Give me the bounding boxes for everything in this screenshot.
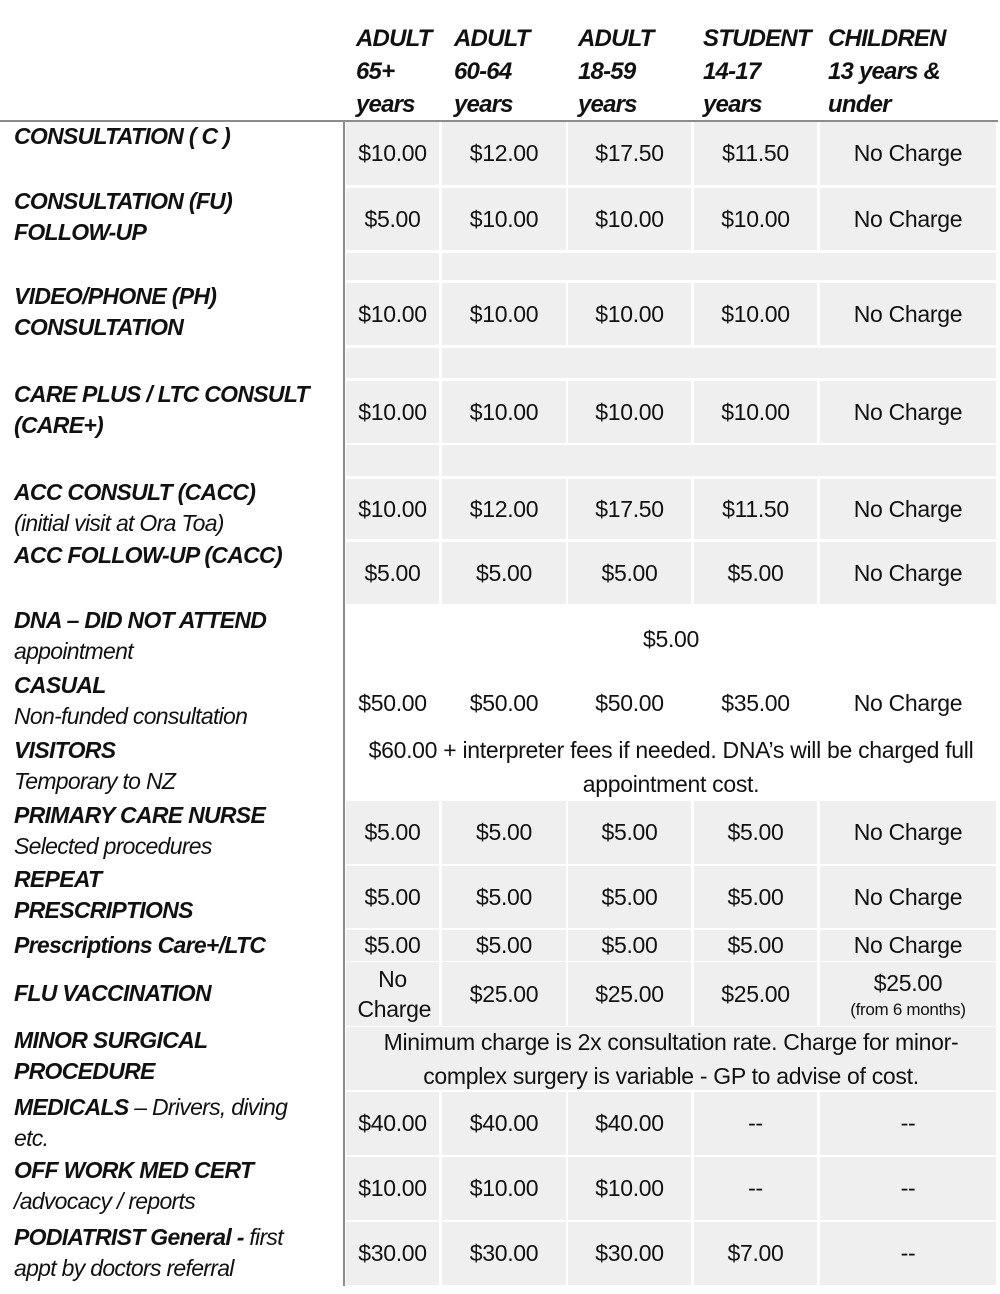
spacer-band	[346, 348, 439, 378]
fee-value: $5.00	[364, 205, 421, 232]
fee-value: $5.00	[727, 819, 784, 845]
row-label-subtitle: /advocacy / reports	[14, 1188, 196, 1214]
fee-value: $25.00	[469, 980, 539, 1007]
fee-value: $35.00	[721, 689, 790, 716]
column-header	[578, 22, 654, 121]
fee-value: No Charge	[853, 932, 963, 958]
column-header	[356, 22, 432, 121]
fee-cell	[820, 283, 996, 345]
row-label-line	[14, 930, 339, 961]
fee-cell	[442, 930, 566, 961]
fee-cell	[820, 188, 996, 250]
fee-cell	[820, 122, 996, 185]
fee-cell	[442, 962, 566, 1026]
fee-value: $5.00	[601, 932, 658, 958]
fee-value: $11.50	[722, 495, 789, 522]
fee-cell	[346, 122, 439, 185]
row-label-line	[14, 121, 339, 152]
row-label-title: MINOR SURGICAL	[14, 1027, 208, 1053]
row-label-title: PRESCRIPTIONS	[14, 897, 193, 923]
fee-cell	[694, 866, 817, 928]
row-label-title: FLU VACCINATION	[14, 980, 211, 1006]
row-label-title: PODIATRIST General -	[14, 1224, 244, 1250]
row-label-title: VISITORS	[14, 737, 116, 763]
fee-cell	[346, 930, 439, 961]
fee-value: $40.00	[469, 1110, 539, 1136]
row-label-line	[14, 477, 339, 508]
row-label-subtitle: etc.	[14, 1125, 49, 1151]
fee-cell	[346, 188, 439, 250]
fee-cell	[568, 188, 691, 250]
row-label-title: PROCEDURE	[14, 1058, 155, 1084]
fee-cell	[568, 1092, 691, 1155]
fee-cell	[346, 1157, 439, 1220]
row-label-consultation-c	[14, 121, 339, 152]
fee-value: $5.00	[601, 559, 658, 586]
fee-cell	[346, 542, 439, 604]
fee-value: $10.00	[721, 398, 790, 425]
row-label-visitors	[14, 735, 339, 797]
fee-value: $10.00	[358, 140, 427, 166]
row-label-off-work-med-cert	[14, 1155, 339, 1217]
fee-cell	[568, 479, 691, 539]
column-header-line: years	[356, 91, 415, 118]
fee-cell	[568, 122, 691, 185]
fee-value: $17.50	[595, 140, 664, 166]
fee-value: $50.00	[358, 689, 427, 716]
row-label-flu-vaccination	[14, 978, 339, 1009]
label-column-divider	[343, 120, 345, 1286]
spanning-value-dna	[346, 607, 996, 670]
fee-value: --	[900, 1110, 916, 1136]
column-header-line: years	[454, 91, 513, 118]
fee-cell	[694, 283, 817, 345]
row-label-title: REPEAT	[14, 866, 102, 892]
fee-cell	[346, 672, 439, 734]
fee-value: $5.00	[475, 559, 533, 586]
fee-cell	[820, 1222, 996, 1285]
fee-cell	[568, 283, 691, 345]
fee-value: No Charge	[853, 205, 963, 232]
row-label-line	[14, 1092, 339, 1123]
row-label-prescriptions-care-plus	[14, 930, 339, 961]
fee-value: $5.00	[475, 932, 533, 958]
spacer-band	[442, 253, 996, 280]
column-header-line: 65+	[356, 58, 395, 85]
row-label-consultation-fu	[14, 186, 339, 248]
column-header-line: years	[703, 91, 762, 118]
row-label-title: ACC CONSULT (CACC)	[14, 479, 256, 505]
fee-value: No Charge	[853, 819, 963, 845]
fee-value: $30.00	[358, 1240, 427, 1266]
row-label-care-plus	[14, 379, 339, 441]
row-label-title: CONSULTATION (FU)	[14, 188, 233, 214]
fee-value: No Charge	[853, 559, 963, 586]
row-label-title: MEDICALS	[14, 1094, 129, 1120]
spanning-value-text: $5.00	[642, 625, 700, 652]
row-label-line	[14, 186, 339, 217]
row-label-primary-care-nurse	[14, 800, 339, 862]
fee-value: $10.00	[469, 1175, 539, 1201]
row-label-line	[14, 540, 339, 571]
row-label-line	[14, 312, 339, 343]
fee-value: $5.00	[601, 883, 658, 910]
fee-cell	[820, 542, 996, 604]
fee-cell	[442, 1092, 566, 1155]
fee-value: $40.00	[595, 1110, 664, 1136]
column-header-line: STUDENT	[703, 25, 811, 52]
fee-value: $10.00	[595, 300, 664, 327]
row-label-title: DNA – DID NOT ATTEND	[14, 607, 267, 633]
fee-value: No Charge	[853, 140, 963, 166]
fee-value: $17.50	[595, 495, 664, 522]
fee-value: $50.00	[595, 689, 664, 716]
row-label-video-phone	[14, 281, 339, 343]
fee-cell	[442, 122, 566, 185]
fee-value: $11.50	[722, 140, 789, 166]
row-label-subtitle: (initial visit at Ora Toa)	[14, 510, 224, 536]
row-label-line	[14, 670, 339, 701]
row-label-title: FOLLOW-UP	[14, 219, 147, 245]
fee-value: $10.00	[721, 205, 790, 232]
row-label-casual	[14, 670, 339, 732]
fee-value: $7.00	[727, 1240, 784, 1266]
row-label-title: OFF WORK MED CERT	[14, 1157, 254, 1183]
row-label-line	[14, 410, 339, 441]
fee-value: $5.00	[601, 819, 658, 845]
column-header-line: 60-64	[454, 58, 512, 85]
row-label-line	[14, 800, 339, 831]
fee-cell	[694, 122, 817, 185]
column-header-line: CHILDREN	[828, 25, 946, 52]
fee-value: No Charge	[853, 300, 963, 327]
fee-cell	[694, 479, 817, 539]
fee-cell	[694, 1092, 817, 1155]
row-label-subtitle: appointment	[14, 638, 133, 664]
fee-value: $10.00	[469, 398, 539, 425]
fee-cell	[442, 381, 566, 443]
fee-cell	[346, 962, 439, 1026]
fee-cell	[694, 381, 817, 443]
row-label-line	[14, 864, 339, 895]
fee-cell	[346, 381, 439, 443]
fee-value: $10.00	[358, 1175, 427, 1201]
row-label-podiatrist	[14, 1222, 339, 1284]
column-header-line: 13 years &	[828, 58, 941, 85]
row-label-acc-consult	[14, 477, 339, 539]
fee-value: No Charge	[853, 883, 963, 910]
spacer-band	[346, 253, 439, 280]
column-header	[454, 22, 530, 121]
fee-cell	[442, 1157, 566, 1220]
row-label-dna	[14, 605, 339, 667]
fee-value: $10.00	[469, 300, 539, 327]
row-label-minor-surgical	[14, 1025, 339, 1087]
fee-value: No Charge	[357, 966, 432, 1022]
spanning-value-text: $60.00 + interpreter fees if needed. DNA’s will be charged full appointment cost.	[368, 737, 974, 797]
fee-cell	[694, 1222, 817, 1285]
row-label-medicals	[14, 1092, 339, 1154]
row-label-line	[14, 281, 339, 312]
fee-value: $10.00	[469, 205, 539, 232]
fee-value: $5.00	[364, 559, 421, 586]
fee-value: No Charge	[853, 495, 963, 522]
fee-value: $25.00	[721, 980, 790, 1007]
row-label-subtitle: appt by doctors referral	[14, 1255, 234, 1281]
fee-cell	[694, 1157, 817, 1220]
row-label-line	[14, 217, 339, 248]
fee-cell	[820, 1092, 996, 1155]
row-label-title: CARE PLUS / LTC CONSULT	[14, 381, 309, 407]
fee-value: $5.00	[727, 932, 784, 958]
fee-cell	[820, 801, 996, 864]
fee-cell	[442, 672, 566, 734]
fee-cell	[442, 1222, 566, 1285]
fee-cell	[694, 962, 817, 1026]
spanning-value-text: Minimum charge is 2x consultation rate. Charge for minor-complex surgery is variable - GP to advise of cost.	[383, 1028, 959, 1089]
fee-cell	[346, 283, 439, 345]
fee-value: $10.00	[358, 495, 427, 522]
fee-cell	[346, 479, 439, 539]
fee-value: $30.00	[469, 1240, 539, 1266]
column-header-line: ADULT	[356, 25, 432, 52]
fee-cell	[820, 1157, 996, 1220]
row-label-line	[14, 1056, 339, 1087]
column-header	[828, 22, 946, 121]
column-header-line: 14-17	[703, 58, 761, 85]
row-label-title: CONSULTATION ( C )	[14, 123, 231, 149]
column-header-line: years	[578, 91, 637, 118]
column-header	[703, 22, 811, 121]
fee-cell	[568, 381, 691, 443]
fee-cell	[694, 801, 817, 864]
row-label-title: PRIMARY CARE NURSE	[14, 802, 266, 828]
row-label-line	[14, 895, 339, 926]
fee-cell	[568, 866, 691, 928]
fee-cell	[346, 866, 439, 928]
fee-value: $50.00	[469, 689, 539, 716]
fee-cell	[694, 930, 817, 961]
fee-cell	[442, 283, 566, 345]
fee-value: $5.00	[475, 883, 533, 910]
fee-cell	[568, 672, 691, 734]
row-label-subtitle: Non-funded consultation	[14, 703, 248, 729]
fee-cell	[442, 801, 566, 864]
fee-cell	[442, 866, 566, 928]
row-label-line	[14, 379, 339, 410]
row-label-line	[14, 1155, 339, 1186]
fee-value: $5.00	[364, 883, 421, 910]
fee-value: $10.00	[358, 398, 427, 425]
fee-cell	[442, 542, 566, 604]
fee-cell	[820, 866, 996, 928]
fee-value: $40.00	[358, 1110, 427, 1136]
column-header-line: 18-59	[578, 58, 636, 85]
fee-cell	[568, 1222, 691, 1285]
fee-cell	[346, 1222, 439, 1285]
fee-value: --	[748, 1110, 763, 1136]
row-label-line	[14, 1222, 339, 1253]
fee-value: $5.00	[364, 819, 421, 845]
fee-note: (from 6 months)	[850, 999, 966, 1019]
fee-cell	[694, 188, 817, 250]
fee-cell	[694, 672, 817, 734]
fee-value: --	[900, 1240, 916, 1266]
fee-value: $12.00	[469, 495, 539, 522]
fee-cell	[568, 1157, 691, 1220]
row-label-title: CONSULTATION	[14, 314, 184, 340]
row-label-line	[14, 1025, 339, 1056]
fee-value: $5.00	[727, 883, 784, 910]
fee-cell	[820, 962, 996, 1026]
row-label-line	[14, 605, 339, 636]
fee-cell	[568, 962, 691, 1026]
fee-value: $25.00	[873, 969, 943, 996]
spacer-band	[442, 445, 996, 476]
fee-cell	[568, 542, 691, 604]
fee-value: $30.00	[595, 1240, 664, 1266]
spacer-band	[346, 445, 439, 476]
fee-cell	[568, 930, 691, 961]
row-label-line	[14, 978, 339, 1009]
row-label-title: VIDEO/PHONE (PH)	[14, 283, 217, 309]
fee-value: $10.00	[358, 300, 427, 327]
spanning-value-visitors	[346, 735, 996, 799]
fee-value: $10.00	[595, 1175, 664, 1201]
fee-value: $25.00	[595, 980, 664, 1007]
row-label-inline-note: – Drivers, diving	[128, 1094, 288, 1120]
fee-value: $10.00	[721, 300, 790, 327]
fee-value: $12.00	[469, 140, 539, 166]
fee-value: $10.00	[595, 398, 664, 425]
column-header-line: ADULT	[454, 25, 530, 52]
row-label-line	[14, 735, 339, 766]
row-label-repeat-prescriptions	[14, 864, 339, 926]
fee-value: --	[900, 1175, 916, 1201]
column-header-line: ADULT	[578, 25, 654, 52]
row-label-inline-note: first	[243, 1224, 283, 1250]
fee-cell	[820, 930, 996, 961]
row-label-title: (CARE+)	[14, 412, 104, 438]
fee-value: $10.00	[595, 205, 664, 232]
fee-cell	[820, 479, 996, 539]
row-label-title: Prescriptions Care+/LTC	[14, 932, 266, 958]
fee-value: $5.00	[727, 559, 784, 586]
fee-cell	[346, 1092, 439, 1155]
fee-cell	[346, 801, 439, 864]
row-label-title: ACC FOLLOW-UP (CACC)	[14, 542, 282, 568]
fee-cell	[442, 188, 566, 250]
row-label-subtitle: Temporary to NZ	[14, 768, 176, 794]
fee-value: No Charge	[853, 689, 963, 716]
fee-cell	[694, 542, 817, 604]
fee-cell	[820, 672, 996, 734]
row-label-acc-follow-up	[14, 540, 339, 571]
fee-cell	[820, 381, 996, 443]
fee-value: No Charge	[853, 398, 963, 425]
spanning-value-minor-surgical	[346, 1027, 996, 1090]
fee-cell	[568, 801, 691, 864]
spacer-band	[442, 348, 996, 378]
column-header-line: under	[828, 91, 891, 118]
row-label-title: CASUAL	[14, 672, 106, 698]
fee-value: $5.00	[475, 819, 533, 845]
fee-cell	[442, 479, 566, 539]
fee-value: $5.00	[364, 932, 421, 958]
fee-value: --	[748, 1175, 763, 1201]
row-label-subtitle: Selected procedures	[14, 833, 212, 859]
